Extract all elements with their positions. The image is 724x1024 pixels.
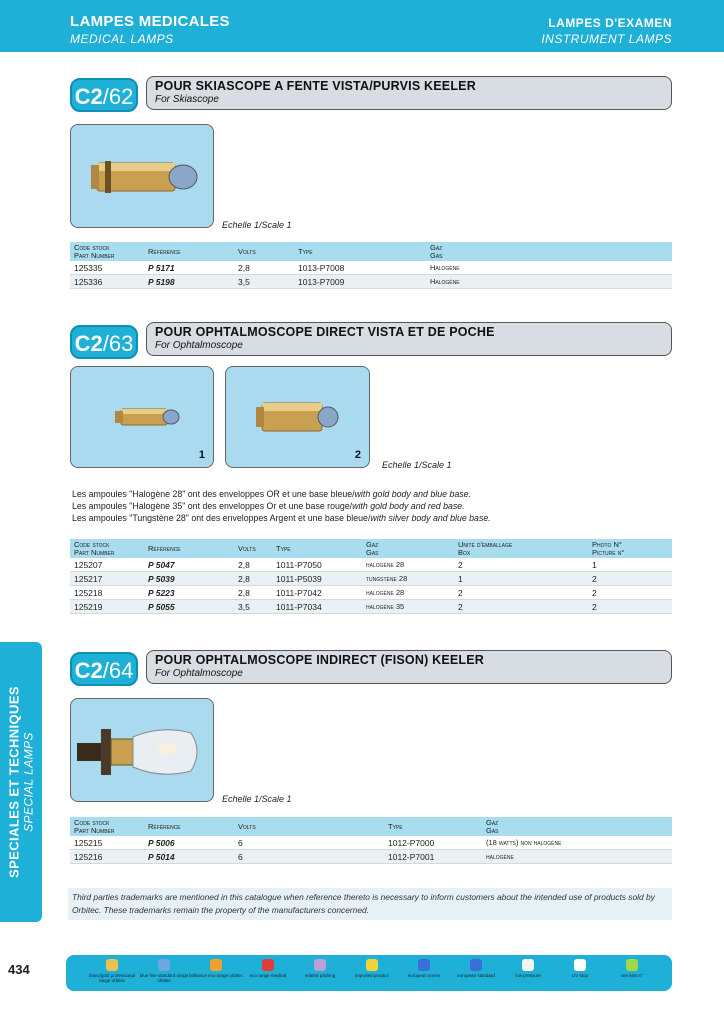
code-main: C2 [74, 658, 103, 683]
description: Les ampoules "Halogène 28" ont des enveloppes OR et une base bleue/with gold body and blue base. Les ampoules "Halogène 35" ont des enveloppes Or et une base rouge/with gold body and red base. Les ampoules "Tungstène 28" ont des enveloppes Argent et une base bleue/with silver body and blue base. [72, 489, 491, 523]
legend-item: imported product [344, 959, 400, 978]
col-gaz: Gaz [366, 540, 379, 549]
legend-icon [626, 959, 638, 971]
table-row: 125207 P 5047 2,8 1011-P7050 halogène 28 2 1 [70, 558, 672, 572]
table-header: Code stock Part Number Référence Volts Type Gaz Gas [70, 242, 672, 261]
col-ref: Référence [148, 247, 181, 256]
col-code: Code stock [74, 818, 110, 827]
legend-icon [314, 959, 326, 971]
lamp-image [226, 367, 370, 468]
col-code: Code stock [74, 243, 110, 252]
lamp-image [71, 367, 214, 468]
legend-icon [366, 959, 378, 971]
col-code: Code stock [74, 540, 110, 549]
table-row: 125218 P 5223 2,8 1011-P7042 halogène 28 2 2 [70, 586, 672, 600]
legend-icon [418, 959, 430, 971]
legend-icon [522, 959, 534, 971]
code-sub: /62 [102, 84, 134, 109]
product-photo-1 [70, 366, 214, 468]
side-tab-title: SPECIALES ET TECHNIQUES [6, 686, 22, 878]
legend-item: blue line standard range orbitec [136, 959, 192, 983]
section-subtitle: For Ophtalmoscope [155, 340, 243, 351]
code-sub: /63 [102, 331, 134, 356]
col-type: Type [276, 544, 291, 553]
header-right-subtitle: INSTRUMENT LAMPS [541, 32, 672, 46]
col-ref: Référence [148, 822, 181, 831]
legend-item: european standard [448, 959, 504, 978]
legend-icon [574, 959, 586, 971]
trademark-note: Third parties trademarks are mentioned in this catalogue when reference thereto is necessary to inform customers about the intended use of products sold by Orbitec. These trademarks remain the property of the manufacturers concerned. [68, 888, 672, 920]
lamp-image [71, 699, 214, 802]
col-volts: Volts [238, 247, 256, 256]
section-code-badge [70, 78, 138, 112]
legend-icon [262, 959, 274, 971]
product-table [70, 817, 672, 864]
footer-legend-bar [66, 955, 672, 991]
section-subtitle: For Ophtalmoscope [155, 668, 243, 679]
product-photo-2 [225, 366, 370, 468]
section-title-box [146, 322, 672, 356]
col-gaz: Gaz [486, 818, 499, 827]
table-row: 125216 P 5014 6 1012-P7001 halogène [70, 850, 672, 864]
legend-icon [158, 959, 170, 971]
table-header: Code stock Part Number Référence Volts Type Gaz Gas [70, 817, 672, 836]
legend-item: related packing [292, 959, 348, 978]
col-ref: Référence [148, 544, 181, 553]
legend-item: low pressure [500, 959, 556, 978]
legend-item: UV stop [552, 959, 608, 978]
header-right-title: LAMPES D'EXAMEN [548, 16, 672, 30]
col-type: Type [388, 822, 403, 831]
legend-icon [470, 959, 482, 971]
section-subtitle: For Skiascope [155, 94, 219, 105]
scale-label: Echelle 1/Scale 1 [382, 460, 452, 470]
photo-number: 1 [198, 449, 205, 461]
code-main: C2 [74, 84, 103, 109]
legend-icon [210, 959, 222, 971]
table-row: 125215 P 5006 6 1012-P7000 (18 watts) non halogène [70, 836, 672, 850]
legend-item: european norms [396, 959, 452, 978]
photo-number: 2 [354, 449, 361, 461]
legend-icon [106, 959, 118, 971]
col-volts: Volts [238, 544, 256, 553]
section-title: POUR OPHTALMOSCOPE INDIRECT (FISON) KEELER [155, 653, 485, 667]
col-box: Unité d'emballage [458, 540, 513, 549]
side-tab [0, 642, 42, 922]
product-photo [70, 124, 214, 228]
lamp-image [71, 125, 214, 228]
code-main: C2 [74, 331, 103, 356]
side-tab-subtitle: SPECIAL LAMPS [21, 732, 36, 832]
scale-label: Echelle 1/Scale 1 [222, 220, 292, 230]
table-row: 125219 P 5055 3,5 1011-P7034 halogène 35 2 2 [70, 600, 672, 614]
code-sub: /64 [102, 658, 134, 683]
header-bar [0, 0, 724, 52]
col-gaz: Gaz [430, 243, 443, 252]
product-table [70, 242, 672, 289]
header-left-title: LAMPES MEDICALES [70, 13, 230, 30]
product-table [70, 539, 672, 614]
col-type: Type [298, 247, 313, 256]
section-title: POUR OPHTALMOSCOPE DIRECT VISTA ET DE POCHE [155, 325, 495, 339]
section-title-box [146, 650, 672, 684]
table-header: Code stock Part Number Référence Volts Type Gaz Gas Unité d'emballage Box Photo N° Picture n° [70, 539, 672, 558]
table-row: 125217 P 5039 2,8 1011-P5039 tungstène 28 1 2 [70, 572, 672, 586]
section-title: POUR SKIASCOPE A FENTE VISTA/PURVIS KEELER [155, 79, 476, 93]
legend-item: brilliance eco range orbitec [188, 959, 244, 978]
page-number: 434 [8, 962, 30, 977]
section-title-box [146, 76, 672, 110]
legend-item: see item n° [604, 959, 660, 978]
legend-item: eco range medical [240, 959, 296, 978]
section-code-badge [70, 652, 138, 686]
table-row: 125336 P 5198 3,5 1013-P7009 Halogène [70, 275, 672, 289]
scale-label: Echelle 1/Scale 1 [222, 794, 292, 804]
col-volts: Volts [238, 822, 256, 831]
header-left-subtitle: MEDICAL LAMPS [70, 32, 174, 46]
section-code-badge [70, 325, 138, 359]
legend-item: blanc/gold professional range orbitec [84, 959, 140, 983]
product-photo [70, 698, 214, 802]
col-photo: Photo N° [592, 540, 622, 549]
table-row: 125335 P 5171 2,8 1013-P7008 Halogène [70, 261, 672, 275]
